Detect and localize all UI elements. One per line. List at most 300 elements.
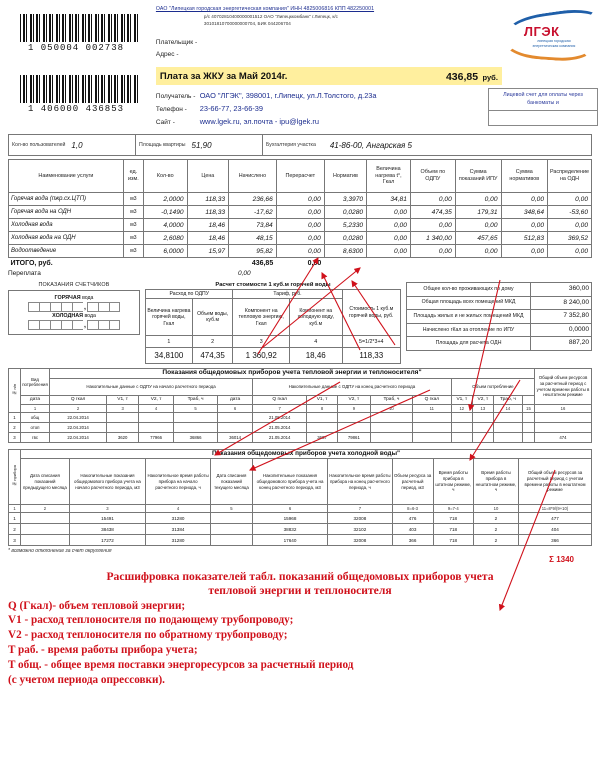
cold-start-hours: 31384	[146, 524, 211, 535]
calc-title: Расчет стоимости 1 куб.м горячей воды	[215, 282, 331, 288]
cold-np: 1	[9, 513, 21, 524]
service-heat: 0,00	[367, 206, 411, 219]
info-row	[407, 283, 592, 297]
table-row	[9, 524, 592, 535]
cold-total: 477	[519, 513, 592, 524]
cold-table-title: Показания общедомовых приборов учета холодной воды"	[21, 449, 592, 458]
cold-index-8: 8=6-3	[392, 505, 433, 513]
heat-table-body	[9, 412, 592, 442]
hot-water-label-sub: вода	[82, 295, 94, 301]
heat-t-start	[218, 412, 253, 422]
users-value: 1,0	[71, 140, 83, 150]
heat-date-end: 21.05.2014	[253, 412, 307, 422]
heat-t-start: 36014	[218, 432, 253, 442]
heat-index-14: 14	[493, 404, 522, 412]
heat-index-3: 3	[107, 404, 139, 412]
heat-cons-q	[451, 412, 472, 422]
heat-cons-t	[522, 412, 534, 422]
heat-index-2: 2	[50, 404, 107, 412]
heat-cons-t	[522, 422, 534, 432]
service-norms: 0,00	[501, 219, 548, 232]
heat-date-end: 21.05.2014	[253, 432, 307, 442]
service-norm: 5,2330	[324, 219, 366, 232]
heat-t-end	[412, 412, 451, 422]
heat-q-start	[107, 422, 139, 432]
heat-subcol-14: Траб, ч	[493, 395, 522, 404]
service-odn: 0,00	[548, 193, 592, 206]
heat-cons-v2	[493, 432, 522, 442]
heat-index-8: 8	[307, 404, 337, 412]
cold-volume: 366	[392, 535, 433, 546]
calc-value-1: 34,8100	[146, 348, 193, 364]
area-value: 51,90	[191, 140, 212, 150]
personal-account-text: Лицевой счет для оплаты через банкоматы и	[503, 92, 583, 106]
legend-heading-line-2: тепловой энергии и теплоносителя	[208, 584, 392, 598]
service-qty: 6,0000	[143, 245, 187, 258]
service-ipu: 0,00	[455, 245, 501, 258]
legend-item-5: T общ. - общее время поставки энергоресурсов за расчетный период	[8, 659, 354, 672]
payment-unit: руб.	[482, 73, 498, 83]
service-ipu: 0,00	[455, 219, 501, 232]
cold-volume: 403	[392, 524, 433, 535]
service-odpu: 0,00	[410, 245, 455, 258]
service-unit: м3	[123, 219, 143, 232]
cold-date-cur	[211, 524, 253, 535]
calc-index-5: 5=1/2*3+4	[342, 336, 400, 348]
users-cell	[9, 135, 136, 155]
cold-col-np-label: № прибора	[11, 465, 17, 488]
service-norm: 0,0280	[324, 232, 366, 245]
cold-digit-7[interactable]	[98, 320, 109, 330]
heat-t-start	[218, 422, 253, 432]
heat-index-12: 12	[451, 404, 472, 412]
cold-end-m3: 38832	[252, 524, 327, 535]
cold-col-8: Объем ресурса за расчетный период, м3	[392, 459, 433, 505]
info-label-4: Начислено гКал за отопление по ИПУ	[407, 323, 531, 337]
heat-np: 3	[9, 432, 21, 442]
service-qty: -0,1490	[143, 206, 187, 219]
heat-cons-q	[451, 432, 472, 442]
cold-date-prev	[21, 513, 70, 524]
heat-v2-end	[370, 432, 412, 442]
legend-item-4: T раб. - время работы прибора учета;	[8, 644, 198, 657]
heat-type: гвс	[21, 432, 50, 442]
account-address: 41-86-00, Ангарская 5	[329, 140, 412, 150]
area-cell	[136, 135, 263, 155]
cold-end-hours: 32008	[328, 513, 392, 524]
cold-decimal-separator: ,	[84, 321, 86, 329]
cold-col-4: Накопительное время работы прибора на начало расчетного периода, ч	[146, 459, 211, 505]
service-qty: 2,6080	[143, 232, 187, 245]
service-norms: 0,00	[501, 245, 548, 258]
service-recalc: 0,00	[276, 206, 324, 219]
heat-subcol-2: Q гкал	[50, 395, 107, 404]
table-row	[9, 219, 592, 232]
heat-index-7: 7	[253, 404, 307, 412]
meter-readings-card	[8, 290, 140, 335]
heat-subcol-9: V2, т	[337, 395, 370, 404]
cold-volume: 476	[392, 513, 433, 524]
cold-water-label	[13, 313, 135, 319]
cold-digit-4[interactable]	[61, 320, 72, 330]
legend-item-3: V2 - расход теплоносителя по обратному трубопроводу;	[8, 629, 288, 642]
legend-item-1: Q (Гкал)- объем тепловой энергии;	[8, 599, 186, 612]
barcode-top-number: 1 050004 002738	[27, 43, 124, 53]
heat-type: отоп	[21, 422, 50, 432]
heat-table-title: Показания общедомовых приборов учета тепловой энергии и теплоносителя"	[50, 369, 535, 379]
heat-col-total-group: Общий объем ресурсов за расчетный период с учетом времени работы в нештатном режиме	[535, 369, 592, 405]
cold-end-hours: 32102	[328, 524, 392, 535]
heat-index-15: 15	[522, 404, 534, 412]
heat-group-end: Накопительные данные с ОДПУ на конец расчетного периода	[253, 378, 452, 395]
heat-cons-v2	[493, 412, 522, 422]
hot-water-input-boxes[interactable]	[13, 302, 135, 312]
hot-digit-6[interactable]	[87, 302, 98, 312]
heat-total-v	[535, 412, 592, 422]
legend-item-2: V1 - расход теплоносителя по подающему трубопроводу;	[8, 614, 294, 627]
info-value-2: 8 240,00	[531, 296, 592, 310]
heat-index-row	[9, 404, 592, 412]
heat-group-start: Накопительные данные с ОДПУ на начало расчетного периода	[50, 378, 253, 395]
table-row	[9, 245, 592, 258]
hot-water-cost-calc	[145, 282, 401, 364]
cold-abnormal-hours: 2	[473, 535, 518, 546]
calc-index-3: 3	[233, 336, 289, 348]
service-norms: 512,83	[501, 232, 548, 245]
site-value[interactable]: www.lgek.ru, эл.почта - ipu@lgek.ru	[199, 117, 319, 127]
service-norm: 0,0280	[324, 206, 366, 219]
calc-index-row	[146, 336, 401, 348]
overpayment-label: Переплата	[8, 270, 41, 277]
cold-index-3: 3	[69, 505, 145, 513]
cold-title-row	[9, 449, 592, 458]
service-norms: 0,00	[501, 193, 548, 206]
heat-cons-q	[451, 422, 472, 432]
barcode-group	[6, 6, 150, 130]
users-label: Кол-во пользователей	[12, 141, 66, 148]
service-unit: м3	[123, 232, 143, 245]
col-norm: Норматив	[324, 160, 366, 193]
area-label: Площадь квартиры	[139, 141, 186, 148]
personal-account-field[interactable]	[489, 110, 597, 125]
address-label: Адрес -	[155, 51, 179, 59]
heat-index-4: 4	[139, 404, 174, 412]
barcode-top-bars	[20, 14, 140, 42]
info-label-1: Общее кол-во проживающих по дому	[407, 283, 531, 297]
heat-index-13: 13	[472, 404, 493, 412]
overpayment-row	[8, 270, 592, 277]
service-norm: 3,3970	[324, 193, 366, 206]
heat-meter-table	[8, 368, 592, 443]
col-price: Цена	[187, 160, 229, 193]
info-value-4: 0,0000	[531, 323, 592, 337]
service-qty: 2,0000	[143, 193, 187, 206]
cold-digit-1[interactable]	[28, 320, 39, 330]
col-norm-sum: Сумма нормативов	[501, 160, 548, 193]
service-charged: -17,62	[229, 206, 277, 219]
cold-col-6: Накопительные показания общедомового прибора учета на конец расчетного периода, м3	[252, 459, 327, 505]
table-row	[9, 535, 592, 546]
service-odn: 0,00	[548, 245, 592, 258]
account-info-strip	[8, 134, 592, 156]
heat-col-type: Вид потребления	[21, 369, 50, 396]
cold-digit-8[interactable]	[109, 320, 120, 330]
heat-subcol-11: Q гкал	[412, 395, 451, 404]
heat-title-row	[9, 369, 592, 379]
service-qty: 4,0000	[143, 219, 187, 232]
service-norm: 8,6300	[324, 245, 366, 258]
cold-digit-3[interactable]	[50, 320, 61, 330]
service-heat: 0,00	[367, 245, 411, 258]
building-info-table	[406, 282, 592, 351]
service-unit: м3	[123, 206, 143, 219]
cold-water-label-main: ХОЛОДНАЯ	[52, 313, 84, 319]
cold-index-9: 9=7-4	[433, 505, 473, 513]
hot-digit-5[interactable]	[72, 302, 83, 312]
cold-normal-hours: 718	[433, 513, 473, 524]
cold-normal-hours: 718	[433, 535, 473, 546]
payer-label: Плательщик -	[155, 39, 198, 47]
service-recalc: 0,00	[276, 232, 324, 245]
cold-water-input-boxes[interactable]	[13, 320, 135, 330]
cold-index-7: 7	[328, 505, 392, 513]
heat-t-end	[412, 422, 451, 432]
service-recalc: 0,00	[276, 219, 324, 232]
calc-group-odpu: Расход по ОДПУ	[146, 290, 233, 299]
payment-banner	[156, 67, 502, 85]
service-name: Горячая вода (пжр.сх.ЦТП)	[9, 193, 124, 206]
heat-subcol-10: Траб, ч	[370, 395, 412, 404]
middle-section	[8, 282, 592, 364]
services-table	[8, 159, 592, 268]
heat-index-10: 10	[370, 404, 412, 412]
payment-title: Плата за ЖКУ за Май 2014г.	[159, 70, 288, 82]
services-total-row	[9, 258, 592, 269]
heat-date-start: 22.04.2014	[50, 432, 107, 442]
receiver-value: ОАО "ЛГЭК", 398001, г.Липецк, ул.Л.Толстого, д.23а	[199, 91, 377, 101]
cold-digit-2[interactable]	[39, 320, 50, 330]
heat-total-v	[535, 422, 592, 432]
heat-cons-v1	[472, 422, 493, 432]
heat-date-start: 22.04.2014	[50, 422, 107, 432]
cold-col-3: Накопительные показания общедомового прибора учета на начало расчетного периода, м3	[69, 459, 145, 505]
service-ipu: 179,31	[455, 206, 501, 219]
info-label-2: Общая площадь всех помещений МКД	[407, 296, 531, 310]
services-header-row	[9, 160, 592, 193]
cold-col-9: Время работы прибора в штатном режиме, ч	[433, 459, 473, 505]
lgek-logo	[502, 8, 594, 60]
service-heat: 34,81	[367, 193, 411, 206]
heat-subcolumn-row	[9, 395, 592, 404]
sum-annotation: Σ 1340	[549, 555, 574, 565]
table-row	[9, 422, 592, 432]
hot-digit-4[interactable]	[61, 302, 72, 312]
meter-readings-box	[8, 282, 140, 364]
hot-digit-1[interactable]	[28, 302, 39, 312]
document-header	[0, 0, 600, 130]
barcode-bottom-number: 1 406000 436853	[27, 104, 124, 114]
service-ipu: 0,00	[455, 193, 501, 206]
logo-subtitle: липецкая городская энергетическая компания	[532, 39, 576, 48]
cold-table-footnote: * возможно отклонение за счет округления	[8, 548, 112, 555]
legend-heading-line-1: Расшифровка показателей табл. показаний общедомовых приборов учета	[106, 570, 494, 584]
service-recalc: 0,00	[276, 193, 324, 206]
table-row	[9, 232, 592, 245]
heat-v1-start	[139, 422, 174, 432]
service-charged: 48,15	[229, 232, 277, 245]
info-row	[407, 310, 592, 324]
total-recalc: 0,00	[307, 260, 322, 267]
cold-total: 366	[519, 535, 592, 546]
heat-subcol-4: V2, т	[139, 395, 174, 404]
col-ipu-sum: Сумма показаний ИПУ	[455, 160, 501, 193]
service-price: 118,33	[187, 193, 229, 206]
cold-start-m3: 15491	[69, 513, 145, 524]
total-label: ИТОГО, руб.	[10, 260, 53, 267]
receiver-block	[156, 90, 502, 129]
service-price: 118,33	[187, 206, 229, 219]
heat-index-11: 11	[412, 404, 451, 412]
legend-items	[8, 599, 592, 688]
service-price: 18,46	[187, 232, 229, 245]
total-charged: 436,85	[251, 260, 274, 267]
hot-digit-3[interactable]	[50, 302, 61, 312]
heat-v1-end: 79861	[337, 432, 370, 442]
heat-date-end: 21.05.2014	[253, 422, 307, 432]
service-ipu: 457,65	[455, 232, 501, 245]
cold-index-6: 6	[252, 505, 327, 513]
cold-col-np	[9, 449, 21, 504]
cold-index-2: 2	[21, 505, 70, 513]
service-name: Холодная вода на ОДН	[9, 232, 124, 245]
hot-water-label	[13, 295, 135, 301]
service-odpu: 0,00	[410, 219, 455, 232]
cold-start-hours: 31280	[146, 513, 211, 524]
heat-index-9: 9	[337, 404, 370, 412]
info-label-3: Площадь жилых и не жилых помещений МКД	[407, 310, 531, 324]
table-row	[9, 206, 592, 219]
cold-index-row	[9, 505, 592, 513]
calc-index-4: 4	[289, 336, 342, 348]
col-unit: ед. изм.	[123, 160, 143, 193]
heat-q-start: 3620	[107, 432, 139, 442]
calc-value-2: 474,35	[192, 348, 233, 364]
service-name: Водоотведение	[9, 245, 124, 258]
service-odpu: 1 340,00	[410, 232, 455, 245]
cold-end-hours: 32008	[328, 535, 392, 546]
heat-subcol-8: V1, т	[307, 395, 337, 404]
site-label: Сайт -	[155, 119, 175, 127]
personal-account-box	[488, 88, 598, 126]
heat-date-start: 22.04.2014	[50, 412, 107, 422]
hot-water-label-main: ГОРЯЧАЯ	[54, 295, 81, 301]
heat-subcol-1: дата	[21, 395, 50, 404]
cold-header-row	[9, 459, 592, 505]
company-name: ОАО "Липецкая городская энергетическая компания" ИНН 4825006816 КПП 482250001	[155, 6, 375, 12]
heat-v1-end	[337, 412, 370, 422]
info-label-5: Площадь для расчета ОДН	[407, 337, 531, 351]
table-row	[9, 193, 592, 206]
service-recalc: 0,00	[276, 245, 324, 258]
hot-digit-2[interactable]	[39, 302, 50, 312]
service-odpu: 0,00	[410, 193, 455, 206]
cold-np: 3	[9, 535, 21, 546]
info-value-5: 887,20	[531, 337, 592, 351]
accounting-label: Бухгалтерия участка	[266, 141, 316, 148]
cold-date-prev	[21, 524, 70, 535]
header-main	[150, 6, 502, 130]
table-row	[9, 412, 592, 422]
calc-group-row	[146, 290, 401, 299]
cold-col-7: Накопительное время работы прибора на конец расчетного периода, ч	[328, 459, 392, 505]
cold-date-cur	[211, 513, 253, 524]
heat-cons-v1	[472, 412, 493, 422]
heat-v2-start	[173, 412, 217, 422]
heat-subcol-13: V2, т	[472, 395, 493, 404]
heat-np: 1	[9, 412, 21, 422]
calc-table	[145, 289, 401, 364]
heat-index-1: 1	[21, 404, 50, 412]
calc-index-1: 1	[146, 336, 193, 348]
heat-q-end: 3657	[307, 432, 337, 442]
heat-v2-start: 36866	[173, 432, 217, 442]
calc-values-row	[146, 348, 401, 364]
service-price: 18,46	[187, 219, 229, 232]
heat-group-consumption: Объем потребление	[451, 378, 534, 395]
heat-v1-end	[337, 422, 370, 432]
cold-table-body	[9, 513, 592, 546]
cold-start-hours: 31280	[146, 535, 211, 546]
hot-digit-8[interactable]	[109, 302, 120, 312]
service-unit: м3	[123, 245, 143, 258]
heat-q-end	[307, 422, 337, 432]
heat-np: 2	[9, 422, 21, 432]
col-recalc: Перерасчет	[276, 160, 324, 193]
service-odpu: 474,35	[410, 206, 455, 219]
col-charged: Начислено	[229, 160, 277, 193]
service-odn: 0,00	[548, 219, 592, 232]
calc-value-4: 18,46	[289, 348, 342, 364]
cold-date-prev	[21, 535, 70, 546]
hot-decimal-separator: ,	[84, 303, 86, 311]
bank-details-line-1: р/с 40702810400000001512 ОАО "Липецккомбанк" г.Липецк, к/с	[203, 14, 338, 19]
info-row	[407, 337, 592, 351]
heat-index-6: 6	[218, 404, 253, 412]
service-charged: 236,66	[229, 193, 277, 206]
info-row	[407, 323, 592, 337]
phone-label: Телефон -	[155, 106, 187, 114]
services-table-foot	[9, 258, 592, 269]
hot-digit-7[interactable]	[98, 302, 109, 312]
cold-total: 404	[519, 524, 592, 535]
cold-digit-6[interactable]	[87, 320, 98, 330]
col-odn: Распределение на ОДН	[548, 160, 592, 193]
heat-q-end	[307, 412, 337, 422]
heat-v1-start: 77966	[139, 432, 174, 442]
service-unit: м3	[123, 193, 143, 206]
heat-cons-v1	[472, 432, 493, 442]
cold-digit-5[interactable]	[72, 320, 83, 330]
meter-readings-title: ПОКАЗАНИЯ СЧЕТЧИКОВ	[38, 282, 110, 288]
cold-abnormal-hours: 2	[473, 513, 518, 524]
phone-value: 23-66-77, 23-66-39	[199, 104, 263, 114]
cold-normal-hours: 718	[433, 524, 473, 535]
table-row	[9, 513, 592, 524]
accounting-cell	[263, 135, 591, 155]
heat-v1-start	[139, 412, 174, 422]
logo-mark: ЛГЭК	[523, 24, 560, 39]
heat-col-np-label: № п/п	[11, 384, 17, 396]
